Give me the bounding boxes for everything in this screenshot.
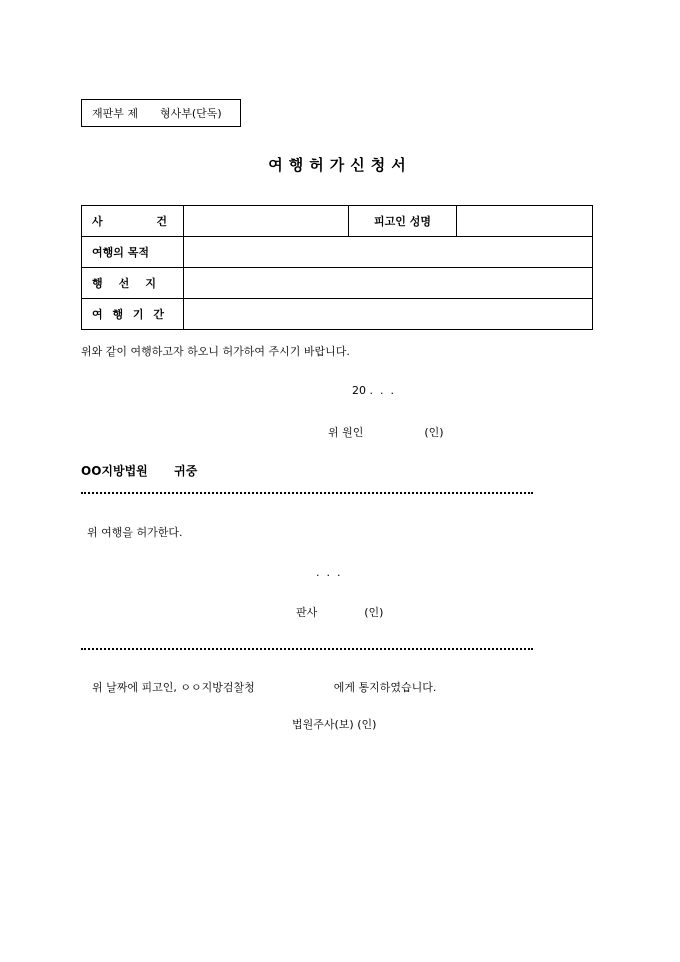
dotted-divider-1: [81, 492, 533, 494]
destination-field[interactable]: [184, 268, 593, 299]
purpose-field[interactable]: [184, 237, 593, 268]
destination-label: 행 선 지: [82, 268, 184, 299]
approval-date: . . .: [316, 566, 341, 579]
clerk-line: 법원주사(보) (인): [292, 718, 377, 731]
period-field[interactable]: [184, 299, 593, 330]
approval-text: 위 여행을 허가한다.: [87, 526, 183, 539]
applicant-seal: (인): [424, 426, 444, 439]
table-row-case: [82, 206, 593, 237]
notice-text-part1: 위 날짜에 피고인, ㅇㅇ지방검찰청: [92, 681, 255, 694]
table-row-purpose: [82, 237, 593, 268]
request-text: 위와 같이 여행하고자 하오니 허가하여 주시기 바랍니다.: [81, 345, 350, 358]
application-form-table: [81, 205, 593, 330]
notice-text-part2: 에게 통지하였습니다.: [333, 681, 437, 694]
notice-text: [92, 679, 436, 695]
judge-label: 판사: [296, 606, 318, 619]
document-number-box: [81, 99, 241, 127]
period-label: 여 행 기 간: [82, 299, 184, 330]
dotted-divider-2: [81, 648, 533, 650]
case-label: 사 건: [82, 206, 184, 237]
addressee: [81, 462, 197, 479]
court-division-label: 재판부 제: [92, 107, 139, 120]
application-date: 20 . . .: [352, 384, 394, 397]
purpose-label: 여행의 목적: [82, 237, 184, 268]
court-name: OO지방법원: [81, 464, 148, 478]
addressee-honorific: 귀중: [174, 464, 198, 478]
criminal-division-label: 형사부(단독): [160, 107, 222, 120]
judge-line: [296, 604, 383, 620]
table-row-destination: [82, 268, 593, 299]
defendant-name-label: 피고인 성명: [349, 206, 457, 237]
case-field[interactable]: [184, 206, 349, 237]
applicant-line: [328, 424, 444, 440]
table-row-period: [82, 299, 593, 330]
page-title: 여행허가신청서: [268, 156, 412, 174]
judge-seal: (인): [364, 606, 384, 619]
defendant-name-field[interactable]: [457, 206, 593, 237]
applicant-label: 위 원인: [328, 426, 364, 439]
